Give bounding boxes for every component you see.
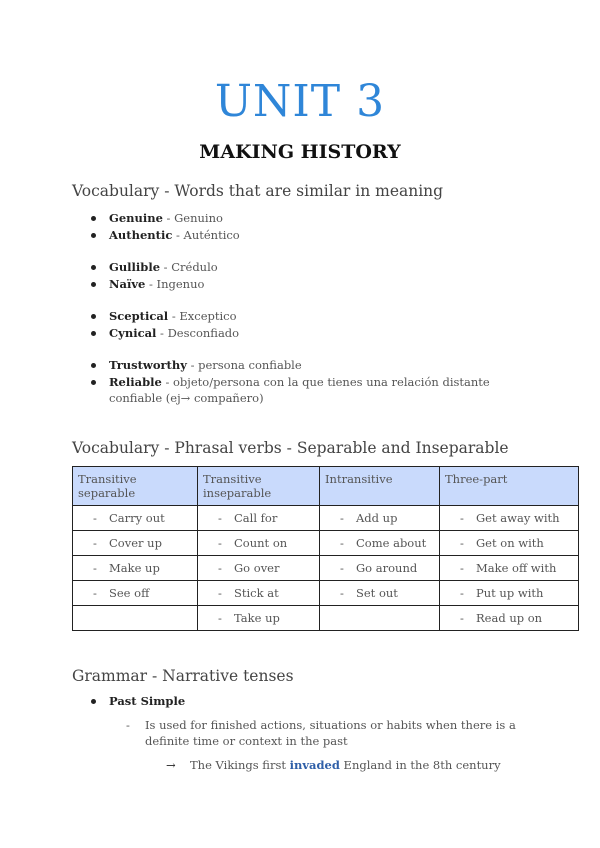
vocab-term: Naïve (109, 276, 146, 291)
arrow-right-icon: → (166, 758, 176, 772)
grammar-item-label: Past Simple (109, 694, 186, 708)
phrasal-verbs-table (72, 466, 579, 631)
vocab-definition: - Ingenuo (145, 276, 205, 291)
vocab-term: Gullible (109, 260, 161, 274)
vocab-item (90, 210, 510, 227)
bullet-icon (91, 380, 96, 385)
bullet-icon (91, 331, 96, 336)
vocab-definition: - Crédulo (160, 260, 218, 274)
table-cell (320, 606, 440, 631)
bullet-icon (91, 363, 96, 368)
table-cell: - Cover up (73, 531, 198, 556)
vocab-item (90, 308, 510, 325)
grammar-description (126, 717, 525, 749)
grammar-description-text: Is used for finished actions, situations or habits when there is a definite time or context in the past (145, 718, 516, 748)
vocab-item (90, 276, 510, 293)
table-cell: - Take up (198, 606, 320, 631)
table-row (73, 581, 579, 606)
unit-subtitle: MAKING HISTORY (199, 141, 401, 163)
vocab-definition: - Exceptico (168, 309, 237, 323)
vocab-group (90, 259, 510, 292)
vocab-term: Sceptical (109, 309, 169, 323)
table-cell: - Read up on (440, 606, 579, 631)
table-cell: - Make up (73, 556, 198, 581)
grammar-example (166, 757, 530, 773)
vocab-similar-heading: Vocabulary - Words that are similar in meaning (72, 182, 444, 200)
bullet-icon (91, 233, 96, 238)
vocab-group (90, 210, 510, 243)
bullet-icon (91, 265, 96, 270)
grammar-heading: Grammar - Narrative tenses (72, 667, 294, 685)
bullet-icon (91, 699, 96, 704)
phrasal-verbs-heading: Vocabulary - Phrasal verbs - Separable and Inseparable (72, 439, 509, 457)
example-highlight: invaded (289, 758, 340, 772)
table-row (73, 556, 579, 581)
vocab-term: Trustworthy (109, 358, 187, 372)
table-header-row (73, 467, 579, 506)
column-header: Transitive inseparable (198, 467, 320, 506)
dash-marker: - (126, 718, 130, 732)
vocab-term: Reliable (109, 374, 162, 389)
table-cell: - Come about (320, 531, 440, 556)
table-cell: - Make off with (440, 556, 579, 581)
grammar-list (90, 693, 530, 773)
table-row (73, 506, 579, 531)
vocab-group (90, 357, 510, 407)
vocab-definition: - Genuino (162, 211, 223, 225)
table-cell: - Get on with (440, 531, 579, 556)
vocab-term: Genuine (109, 211, 163, 225)
example-text-end: England in the 8th century (339, 758, 501, 772)
bullet-icon (91, 282, 96, 287)
table-cell: - Call for (198, 506, 320, 531)
table-cell: - Stick at (198, 581, 320, 606)
table-cell: - Carry out (73, 506, 198, 531)
vocab-definition: - objeto/persona con la que tienes una relación distante confiable (ej→ compañero) (109, 374, 490, 405)
vocab-item (90, 259, 510, 276)
vocab-item (90, 325, 510, 342)
vocab-similar-list (90, 210, 510, 423)
example-text-start: The Vikings first (190, 758, 290, 772)
vocab-item (90, 227, 510, 244)
table-row (73, 606, 579, 631)
vocab-definition: - persona confiable (186, 358, 302, 372)
vocab-item (90, 374, 510, 407)
table-cell: - Put up with (440, 581, 579, 606)
table-cell: - Get away with (440, 506, 579, 531)
table-cell: - Count on (198, 531, 320, 556)
table-row (73, 531, 579, 556)
vocab-definition: - Desconfiado (156, 325, 240, 340)
table-cell: - Go around (320, 556, 440, 581)
bullet-icon (91, 216, 96, 221)
vocab-group (90, 308, 510, 341)
column-header: Intransitive (320, 467, 440, 506)
table-cell: - Go over (198, 556, 320, 581)
table-cell: - Set out (320, 581, 440, 606)
table-cell (73, 606, 198, 631)
bullet-icon (91, 314, 96, 319)
column-header: Transitive separable (73, 467, 198, 506)
vocab-definition: - Auténtico (172, 227, 240, 242)
table-cell: - See off (73, 581, 198, 606)
column-header: Three-part (440, 467, 579, 506)
vocab-term: Cynical (109, 325, 157, 340)
unit-title: UNIT 3 (214, 76, 386, 127)
vocab-term: Authentic (109, 227, 173, 242)
grammar-item (90, 693, 530, 709)
vocab-item (90, 357, 510, 374)
table-cell: - Add up (320, 506, 440, 531)
